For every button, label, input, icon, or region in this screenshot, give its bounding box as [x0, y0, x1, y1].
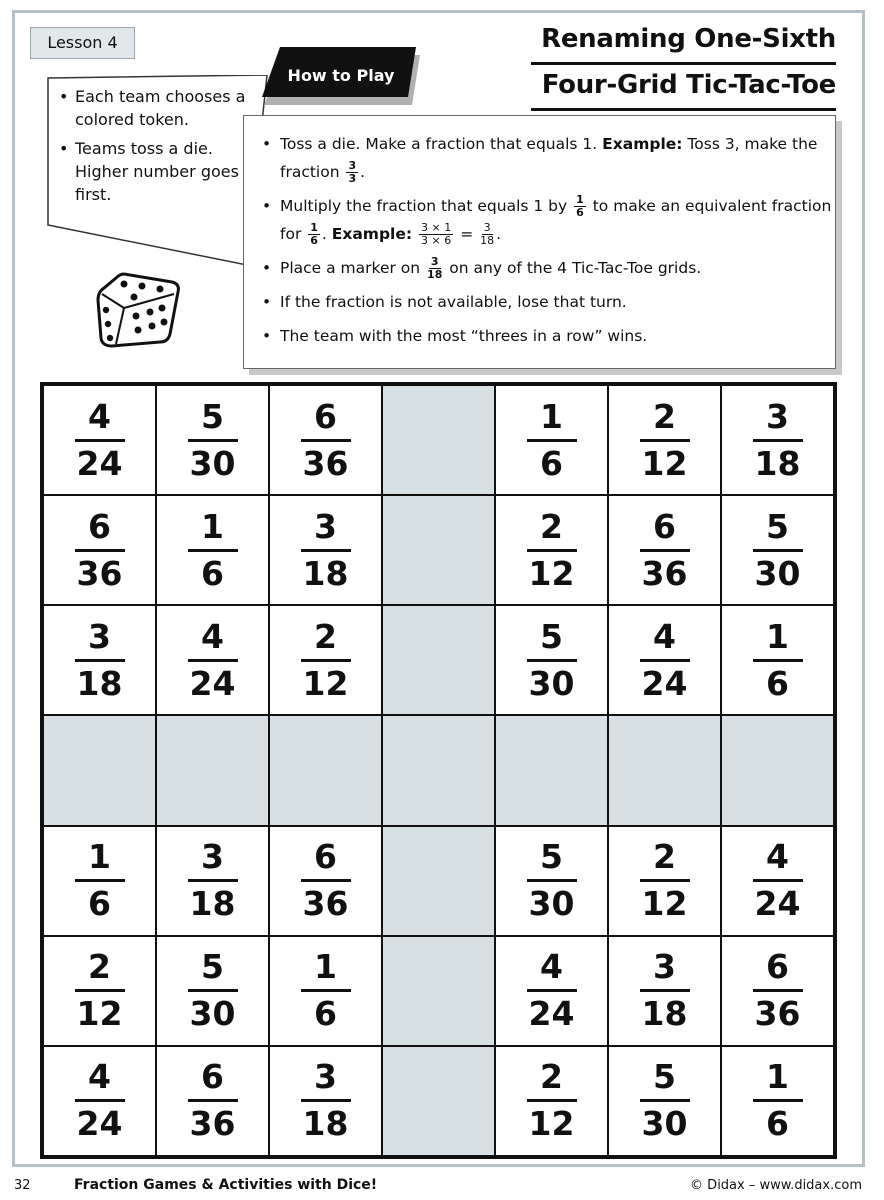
denominator: 30 — [189, 443, 236, 483]
numerator: 2 — [88, 947, 111, 987]
book-title: Fraction Games & Activities with Dice! — [74, 1177, 378, 1193]
fraction — [301, 398, 351, 483]
fraction-bar — [301, 879, 351, 882]
fraction-bar — [640, 549, 690, 552]
fraction — [753, 508, 803, 593]
grid-cell[interactable] — [43, 385, 156, 495]
fraction — [640, 398, 690, 483]
fraction — [188, 838, 238, 923]
denominator: 24 — [76, 443, 123, 483]
numerator: 5 — [201, 396, 224, 436]
numerator: 6 — [314, 837, 337, 877]
fraction — [640, 838, 690, 923]
fraction — [188, 1058, 238, 1143]
grid-divider-cell — [382, 495, 495, 605]
numerator: 2 — [540, 1057, 563, 1097]
fraction-bar — [188, 1099, 238, 1102]
grid-cell[interactable] — [269, 385, 382, 495]
denominator: 18 — [76, 663, 123, 703]
fraction-bar — [753, 439, 803, 442]
denominator: 30 — [641, 1104, 688, 1144]
grid-divider-cell — [269, 715, 382, 825]
grid-cell[interactable] — [608, 385, 721, 495]
fraction-bar — [640, 879, 690, 882]
copyright: © Didax – www.didax.com — [690, 1178, 862, 1193]
grid-cell[interactable] — [721, 605, 834, 715]
grid-cell[interactable] — [269, 1046, 382, 1156]
denominator: 30 — [189, 994, 236, 1034]
fraction — [527, 398, 577, 483]
grid-cell[interactable] — [608, 826, 721, 936]
grid-cell[interactable] — [495, 1046, 608, 1156]
grid-cell[interactable] — [43, 495, 156, 605]
denominator: 36 — [302, 884, 349, 924]
grid-cell[interactable] — [156, 826, 269, 936]
denominator: 30 — [528, 663, 575, 703]
fraction — [753, 838, 803, 923]
numerator: 6 — [314, 396, 337, 436]
fraction-bar — [753, 879, 803, 882]
fraction-bar — [640, 439, 690, 442]
numerator: 3 — [314, 1057, 337, 1097]
grid-cell[interactable] — [495, 826, 608, 936]
denominator: 36 — [754, 994, 801, 1034]
lesson-badge: Lesson 4 — [30, 27, 135, 59]
numerator: 4 — [766, 837, 789, 877]
fraction-bar — [640, 659, 690, 662]
grid-cell[interactable] — [495, 936, 608, 1046]
numerator: 1 — [88, 837, 111, 877]
grid-divider-cell — [382, 936, 495, 1046]
fraction — [188, 948, 238, 1033]
grid-divider-cell — [495, 715, 608, 825]
fraction — [640, 1058, 690, 1143]
fraction — [527, 1058, 577, 1143]
grid-cell[interactable] — [43, 605, 156, 715]
grid-cell[interactable] — [269, 826, 382, 936]
page-title: Renaming One-Sixth — [541, 24, 836, 54]
fraction — [301, 1058, 351, 1143]
fraction-bar — [301, 659, 351, 662]
numerator: 3 — [766, 396, 789, 436]
grid-divider-cell — [382, 385, 495, 495]
fraction — [640, 618, 690, 703]
fraction — [75, 398, 125, 483]
fraction-bar — [527, 879, 577, 882]
grid-cell[interactable] — [43, 1046, 156, 1156]
fraction-bar — [301, 989, 351, 992]
fraction — [640, 948, 690, 1033]
numerator: 5 — [766, 506, 789, 546]
fraction — [527, 948, 577, 1033]
fraction — [75, 618, 125, 703]
denominator: 12 — [76, 994, 123, 1034]
grid-divider-cell — [382, 715, 495, 825]
grid-cell[interactable] — [156, 936, 269, 1046]
denominator: 36 — [641, 553, 688, 593]
denominator: 6 — [201, 553, 224, 593]
fraction-bar — [640, 1099, 690, 1102]
grid-cell[interactable] — [156, 605, 269, 715]
grid-cell[interactable] — [608, 1046, 721, 1156]
inline-fraction: $\frac{1}{6}$ — [310, 221, 318, 247]
rule-item: • Multiply the fraction that equals 1 by $\frac{1}{6}$ to make an equivalent fraction for $\frac{1}{6}$ . Example: $\frac{3 \times 1}{3 \times 6}$ = $\frac{3}{18}$ . — [260, 192, 835, 248]
denominator: 6 — [314, 994, 337, 1034]
numerator: 4 — [88, 396, 111, 436]
grid-cell[interactable] — [721, 1046, 834, 1156]
denominator: 24 — [189, 663, 236, 703]
numerator: 4 — [653, 616, 676, 656]
numerator: 3 — [88, 616, 111, 656]
numerator: 5 — [540, 837, 563, 877]
fraction-bar — [753, 659, 803, 662]
fraction-bar — [188, 659, 238, 662]
fraction — [75, 948, 125, 1033]
denominator: 18 — [302, 1104, 349, 1144]
fraction-bar — [75, 659, 125, 662]
grid-cell[interactable] — [43, 936, 156, 1046]
numerator: 6 — [88, 506, 111, 546]
fraction — [301, 618, 351, 703]
rule-item: • Place a marker on $\frac{3}{18}$ on any of the 4 Tic-Tac-Toe grids. — [260, 254, 835, 282]
fraction-bar — [753, 1099, 803, 1102]
denominator: 18 — [302, 553, 349, 593]
fraction-bar — [75, 879, 125, 882]
fraction — [301, 948, 351, 1033]
numerator: 6 — [201, 1057, 224, 1097]
denominator: 12 — [641, 443, 688, 483]
fraction — [75, 838, 125, 923]
numerator: 1 — [201, 506, 224, 546]
grid-cell[interactable] — [495, 385, 608, 495]
denominator: 24 — [754, 884, 801, 924]
denominator: 30 — [754, 553, 801, 593]
numerator: 3 — [201, 837, 224, 877]
grid-cell[interactable] — [156, 1046, 269, 1156]
setup-list — [57, 85, 247, 212]
denominator: 18 — [754, 443, 801, 483]
denominator: 24 — [528, 994, 575, 1034]
fraction — [188, 398, 238, 483]
inline-fraction: $\frac{1}{6}$ — [576, 193, 584, 219]
fraction-bar — [527, 549, 577, 552]
denominator: 12 — [528, 1104, 575, 1144]
numerator: 4 — [201, 616, 224, 656]
denominator: 18 — [641, 994, 688, 1034]
fraction-bar — [640, 989, 690, 992]
fraction-bar — [188, 549, 238, 552]
fraction — [527, 618, 577, 703]
numerator: 5 — [653, 1057, 676, 1097]
denominator: 24 — [76, 1104, 123, 1144]
fraction-bar — [75, 549, 125, 552]
numerator: 2 — [540, 506, 563, 546]
fraction-bar — [301, 549, 351, 552]
numerator: 4 — [540, 947, 563, 987]
fraction-bar — [188, 989, 238, 992]
fraction — [188, 618, 238, 703]
fraction — [753, 618, 803, 703]
example-fraction: $\frac{3 \times 1}{3 \times 6}$ — [421, 221, 452, 247]
fraction-bar — [527, 439, 577, 442]
tic-tac-toe-board — [40, 382, 837, 1159]
grid-divider-cell — [156, 715, 269, 825]
fraction — [301, 838, 351, 923]
fraction — [301, 508, 351, 593]
denominator: 36 — [302, 443, 349, 483]
page-number: 32 — [14, 1178, 31, 1193]
fraction — [753, 948, 803, 1033]
grid-divider-cell — [43, 715, 156, 825]
inline-fraction: $\frac{3}{18}$ — [427, 255, 443, 281]
grid-cell[interactable] — [608, 495, 721, 605]
numerator: 2 — [653, 837, 676, 877]
denominator: 36 — [76, 553, 123, 593]
grid-cell[interactable] — [721, 495, 834, 605]
rules-box — [243, 115, 836, 369]
grid-cell[interactable] — [269, 936, 382, 1046]
denominator: 12 — [528, 553, 575, 593]
grid-cell[interactable] — [495, 495, 608, 605]
denominator: 6 — [540, 443, 563, 483]
fraction — [640, 508, 690, 593]
fraction — [75, 508, 125, 593]
fraction-bar — [301, 439, 351, 442]
grid-cell[interactable] — [269, 605, 382, 715]
rule-item: • Toss a die. Make a fraction that equals 1. Example: Toss 3, make the fraction $\frac{3}{3}$ . — [260, 130, 835, 186]
denominator: 12 — [641, 884, 688, 924]
numerator: 2 — [314, 616, 337, 656]
numerator: 3 — [653, 947, 676, 987]
fraction-bar — [753, 549, 803, 552]
numerator: 5 — [540, 616, 563, 656]
grid-cell[interactable] — [43, 826, 156, 936]
denominator: 36 — [189, 1104, 236, 1144]
numerator: 1 — [314, 947, 337, 987]
numerator: 2 — [653, 396, 676, 436]
fraction-bar — [527, 659, 577, 662]
fraction-bar — [301, 1099, 351, 1102]
denominator: 24 — [641, 663, 688, 703]
fraction-bar — [188, 439, 238, 442]
dice-icon — [94, 268, 182, 352]
fraction-bar — [75, 439, 125, 442]
denominator: 18 — [189, 884, 236, 924]
example-result-fraction: $\frac{3}{18}$ — [480, 221, 495, 247]
grid-divider-cell — [382, 826, 495, 936]
grid-cell[interactable] — [495, 605, 608, 715]
setup-item: • Teams toss a die. Higher number goes first. — [57, 137, 247, 206]
fraction-bar — [188, 879, 238, 882]
page-subtitle: Four-Grid Tic-Tac-Toe — [541, 70, 836, 100]
numerator: 1 — [766, 616, 789, 656]
rule-item: • If the fraction is not available, lose that turn. — [260, 288, 835, 316]
grid-cell[interactable] — [721, 385, 834, 495]
fraction-bar — [75, 1099, 125, 1102]
fraction — [527, 838, 577, 923]
denominator: 6 — [766, 1104, 789, 1144]
subtitle-underline — [531, 108, 836, 111]
grid-cell[interactable] — [608, 936, 721, 1046]
grid-divider-cell — [721, 715, 834, 825]
grid-cell[interactable] — [608, 605, 721, 715]
fraction-bar — [753, 989, 803, 992]
denominator: 6 — [88, 884, 111, 924]
rules-list — [244, 116, 835, 350]
numerator: 5 — [201, 947, 224, 987]
grid-cell[interactable] — [721, 936, 834, 1046]
fraction — [188, 508, 238, 593]
inline-fraction: $\frac{3}{3}$ — [348, 159, 357, 185]
grid-divider-cell — [382, 605, 495, 715]
fraction-bar — [527, 1099, 577, 1102]
numerator: 4 — [88, 1057, 111, 1097]
grid-cell[interactable] — [269, 495, 382, 605]
fraction — [753, 398, 803, 483]
numerator: 1 — [540, 396, 563, 436]
grid-cell[interactable] — [156, 385, 269, 495]
numerator: 3 — [314, 506, 337, 546]
denominator: 12 — [302, 663, 349, 703]
fraction — [75, 1058, 125, 1143]
fraction-bar — [75, 989, 125, 992]
setup-item: • Each team chooses a colored token. — [57, 85, 247, 131]
fraction — [753, 1058, 803, 1143]
denominator: 6 — [766, 663, 789, 703]
numerator: 1 — [766, 1057, 789, 1097]
how-to-play-label: How to Play — [287, 66, 395, 85]
grid-cell[interactable] — [156, 495, 269, 605]
grid-divider-cell — [608, 715, 721, 825]
title-underline — [531, 62, 836, 65]
numerator: 6 — [766, 947, 789, 987]
denominator: 30 — [528, 884, 575, 924]
grid-cell[interactable] — [721, 826, 834, 936]
rule-item: • The team with the most “threes in a row” wins. — [260, 322, 835, 350]
fraction-bar — [527, 989, 577, 992]
numerator: 6 — [653, 506, 676, 546]
grid-divider-cell — [382, 1046, 495, 1156]
fraction — [527, 508, 577, 593]
